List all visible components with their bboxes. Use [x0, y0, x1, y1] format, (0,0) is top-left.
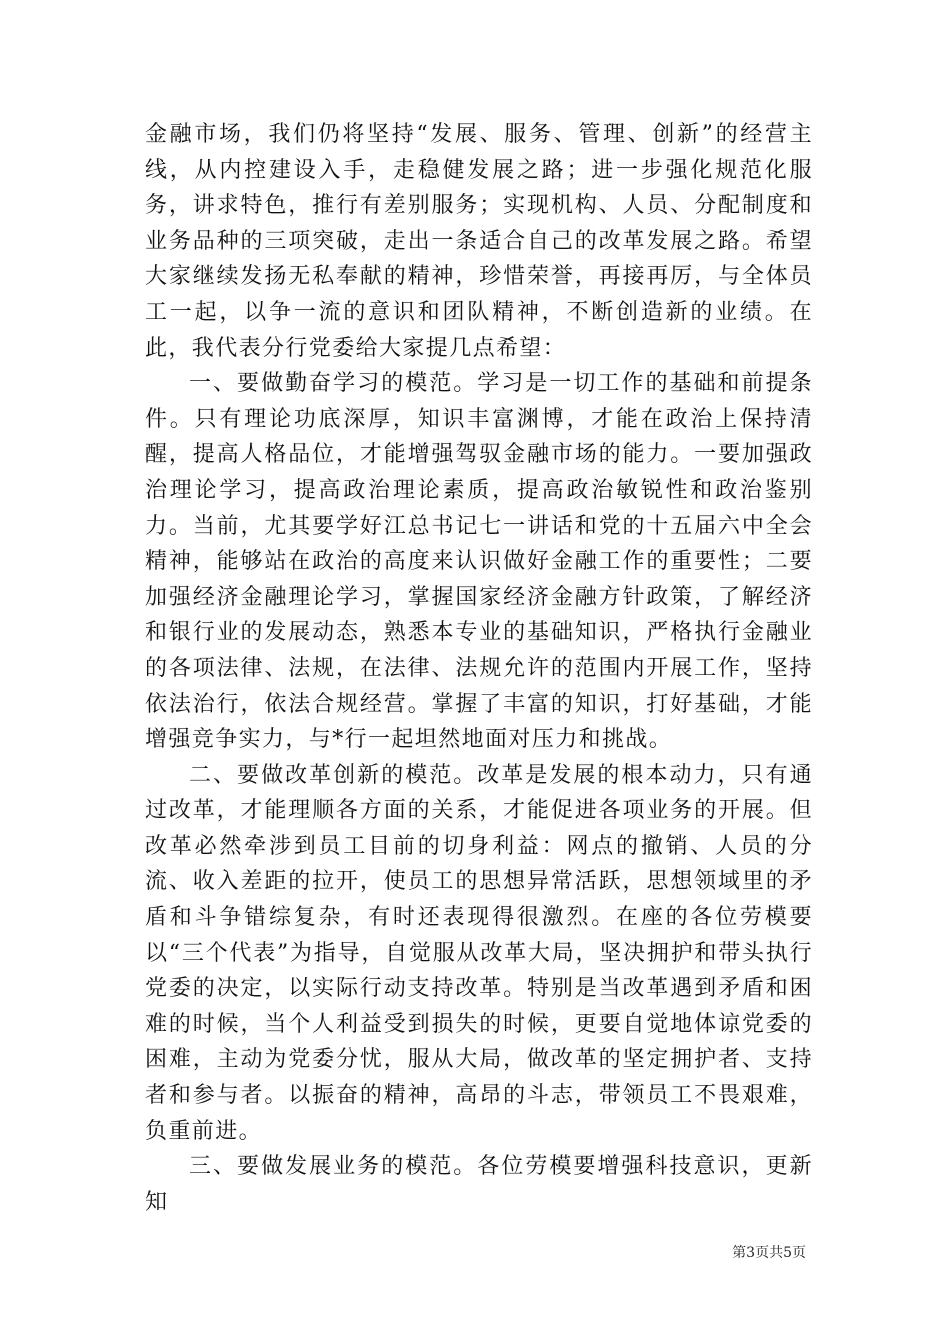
paragraph-reform-model: 二、要做改革创新的模范。改革是发展的根本动力，只有通过改革，才能理顺各方面的关系，才能促进各项业务的开展。但改革必然牵涉到员工目前的切身利益：网点的撤销、人员的分流、收入差距的拉开，使员工的思想异常活跃，思想领域里的矛盾和斗争错综复杂，有时还表现得很激烈。在座的各位劳模要以“三个代表”为指导，自觉服从改革大局，坚决拥护和带头执行党委的决定，以实际行动支持改革。特别是当改革遇到矛盾和困难的时候，当个人利益受到损失的时候，更要自觉地体谅党委的困难，主动为党委分忧，服从大局，做改革的坚定拥护者、支持者和参与者。以振奋的精神，高昂的斗志，带领员工不畏艰难，负重前进。: [145, 762, 813, 1144]
paragraph-study-model: 一、要做勤奋学习的模范。学习是一切工作的基础和前提条件。只有理论功底深厚，知识丰富渊博，才能在政治上保持清醒，提高人格品位，才能增强驾驭金融市场的能力。一要加强政治理论学习，提高政治理论素质，提高政治敏锐性和政治鉴别力。当前，尤其要学好江总书记七一讲话和党的十五届六中全会精神，能够站在政治的高度来认识做好金融工作的重要性；二要加强经济金融理论学习，掌握国家经济金融方针政策，了解经济和银行业的发展动态，熟悉本专业的基础知识，严格执行金融业的各项法律、法规，在法律、法规允许的范围内开展工作，坚持依法治行，依法合规经营。掌握了丰富的知识，打好基础，才能增强竞争实力，与*行一起坦然地面对压力和挑战。: [145, 371, 813, 753]
document-body: [145, 117, 813, 1220]
paragraph-business-model: 三、要做发展业务的模范。各位劳模要增强科技意识，更新知: [145, 1154, 813, 1215]
paragraph-opening: 金融市场，我们仍将坚持“发展、服务、管理、创新”的经营主线，从内控建设入手，走稳健发展之路；进一步强化规范化服务，讲求特色，推行有差别服务；实现机构、人员、分配制度和业务品种的三项突破，走出一条适合自己的改革发展之路。希望大家继续发扬无私奉献的精神，珍惜荣誉，再接再厉，与全体员工一起，以争一流的意识和团队精神，不断创造新的业绩。在此，我代表分行党委给大家提几点希望：: [145, 122, 813, 361]
page-number: 第3页共5页: [732, 1245, 806, 1261]
